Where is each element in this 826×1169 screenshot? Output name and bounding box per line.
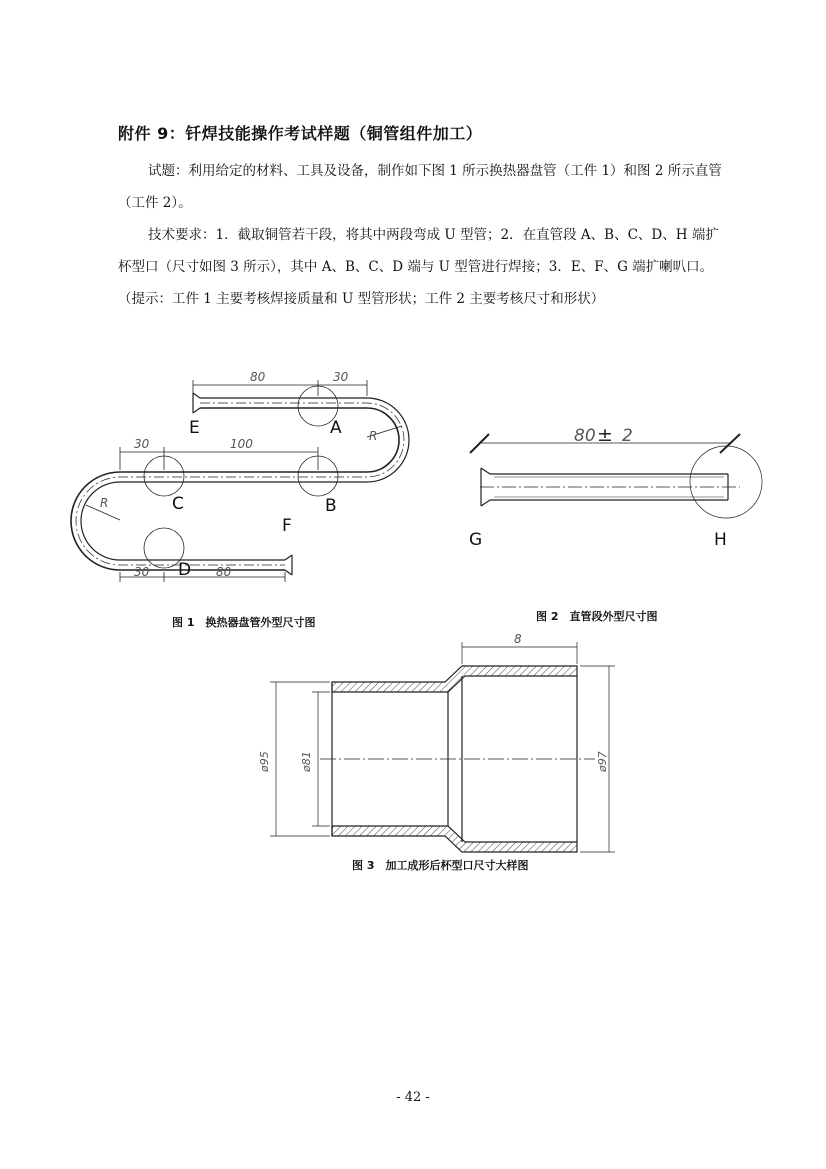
dim-bot-80: 80 (216, 565, 232, 579)
figure-1-caption: 图 1 换热器盘管外型尺寸图 (172, 616, 316, 629)
page-number: - 42 - (396, 1090, 430, 1105)
radius-label-1: R (369, 429, 378, 443)
label-f: F (282, 516, 292, 536)
svg-text:80: 80 (574, 426, 596, 446)
fig1-dims-mid (120, 447, 318, 470)
dim-bot-30: 30 (134, 565, 150, 579)
figure-3-cup-detail (270, 642, 615, 852)
coil-outer-wall (81, 398, 409, 560)
dim-outer-left: ø95 (258, 751, 271, 772)
flare-f (285, 555, 292, 575)
dim-mid-100: 100 (230, 437, 253, 451)
dim-top-80: 80 (250, 370, 266, 384)
label-a: A (330, 418, 342, 438)
figure-1-coil (71, 380, 409, 582)
figure-2-straight-pipe (470, 434, 762, 518)
label-h: H (714, 530, 727, 550)
dim-mid-30: 30 (134, 437, 150, 451)
coil-centerline (76, 403, 404, 565)
dim-length-label (574, 424, 633, 446)
dim-outer-right: ø97 (596, 751, 609, 772)
task-paragraph: 试题：利用给定的材料、工具及设备，制作如下图 1 所示换热器盘管（工件 1）和图 2 所示直管（工件 2）。 (118, 163, 722, 211)
radius-label-2: R (100, 496, 109, 510)
dim-top-30: 30 (333, 370, 349, 384)
wall-bottom (332, 826, 577, 852)
dim-inner-left: ø81 (300, 751, 313, 772)
flare-e (193, 393, 200, 413)
label-e: E (189, 418, 200, 438)
figure-2-caption: 图 2 直管段外型尺寸图 (536, 610, 658, 623)
joint-circle-h (690, 446, 762, 518)
svg-text:2: 2 (622, 426, 633, 446)
figure-3-caption: 图 3 加工成形后杯型口尺寸大样图 (352, 859, 529, 872)
label-g: G (469, 530, 483, 550)
label-b: B (325, 496, 337, 516)
page-heading: 附件 9：钎焊技能操作考试样题（铜管组件加工） (118, 124, 483, 143)
label-c: C (172, 494, 184, 514)
coil-inner-wall (71, 408, 399, 570)
label-d: D (178, 560, 192, 580)
svg-text:±: ± (597, 424, 613, 446)
dim-cup-depth: 8 (514, 632, 522, 646)
requirements-paragraph: 技术要求：1．截取铜管若干段，将其中两段弯成 U 型管；2．在直管段 A、B、C、D、H 端扩杯型口（尺寸如图 3 所示），其中 A、B、C、D 端与 U 型管进行焊接；3．E、F、G 端扩喇叭口。（提示：工件 1 主要考核焊接质量和 U 型管形状；工件 2 主要考核尺寸和形状） (118, 227, 719, 307)
wall-top (332, 666, 577, 692)
